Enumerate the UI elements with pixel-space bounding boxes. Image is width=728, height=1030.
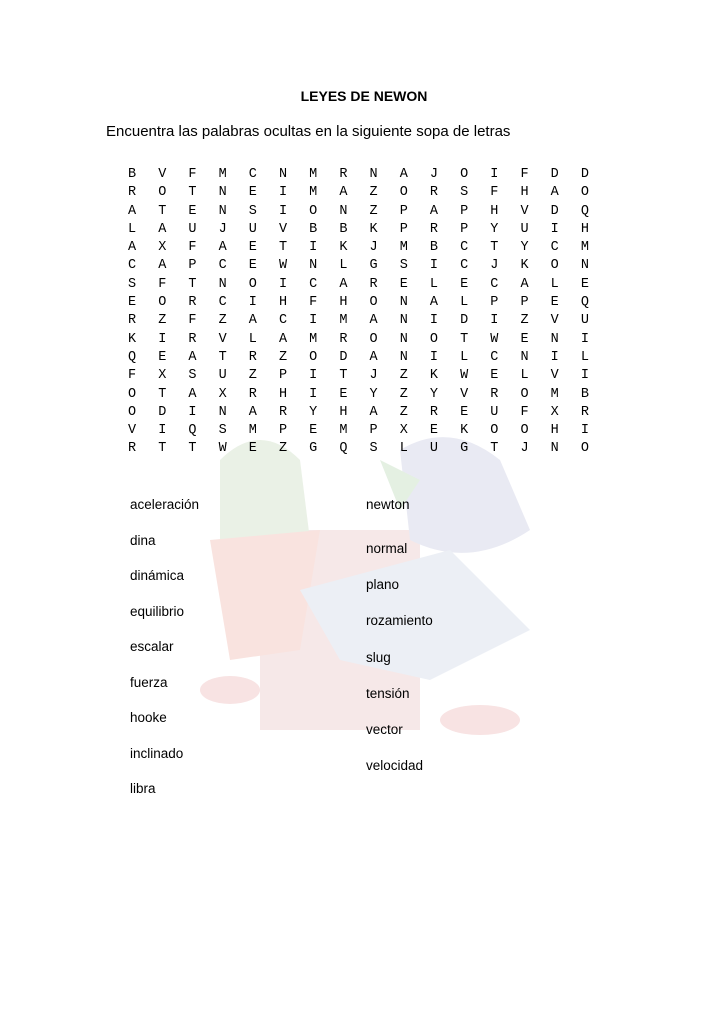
grid-letter: I [580, 368, 589, 384]
grid-letter: D [460, 313, 469, 329]
grid-letter: V [158, 167, 167, 182]
grid-letter: I [580, 423, 589, 439]
word-list-item: dinámica [130, 568, 185, 583]
grid-letter: L [429, 276, 438, 292]
grid-letter: R [429, 221, 438, 237]
word-list-item: escalar [130, 639, 174, 654]
grid-letter: C [278, 313, 288, 329]
grid-letter: C [128, 258, 137, 274]
grid-letter: E [550, 295, 559, 311]
grid-letter: J [490, 258, 499, 274]
grid-letter: Z [158, 313, 167, 329]
grid-letter: M [248, 423, 257, 439]
grid-letter: M [550, 386, 559, 402]
grid-row [128, 350, 611, 368]
grid-letter: Y [369, 386, 378, 402]
grid-letter: T [460, 331, 469, 347]
grid-letter: X [550, 404, 559, 420]
word-search-grid [128, 167, 611, 460]
grid-letter: R [429, 404, 438, 420]
grid-letter: Q [580, 295, 589, 311]
grid-letter: O [460, 167, 469, 182]
grid-letter: A [248, 404, 257, 420]
grid-letter: I [550, 349, 559, 365]
grid-letter: E [339, 386, 348, 402]
grid-letter: T [278, 240, 288, 256]
grid-letter: M [399, 240, 408, 256]
grid-letter: N [339, 203, 348, 219]
grid-letter: A [369, 349, 378, 365]
word-list-item: plano [366, 577, 400, 593]
grid-letter: A [128, 203, 137, 219]
grid-letter: T [490, 240, 499, 256]
grid-letter: A [429, 203, 438, 219]
grid-row [128, 405, 611, 423]
grid-letter: H [550, 423, 559, 439]
grid-letter: G [460, 441, 469, 457]
grid-letter: A [339, 185, 348, 201]
grid-letter: S [218, 423, 227, 439]
grid-letter: S [248, 203, 257, 219]
grid-letter: O [248, 276, 257, 292]
grid-letter: Y [429, 386, 438, 402]
grid-letter: V [128, 423, 137, 439]
grid-letter: L [339, 258, 348, 274]
word-list-item: tensión [366, 685, 410, 701]
grid-letter: R [128, 441, 137, 457]
grid-letter: U [520, 221, 529, 237]
grid-letter: A [188, 386, 197, 402]
word-list-item: dina [130, 532, 156, 548]
grid-letter: C [490, 349, 499, 365]
grid-letter: E [399, 276, 408, 292]
grid-letter: F [128, 368, 137, 384]
grid-letter: M [218, 167, 227, 182]
word-list-item: normal [366, 541, 408, 556]
grid-letter: A [158, 221, 167, 237]
grid-letter: L [128, 221, 137, 237]
grid-letter: R [339, 167, 348, 182]
grid-letter: K [520, 258, 529, 274]
grid-letter: R [128, 185, 137, 201]
grid-letter: P [399, 203, 408, 219]
grid-letter: A [369, 404, 378, 420]
grid-letter: O [550, 258, 559, 274]
grid-row [128, 441, 611, 459]
grid-letter: I [188, 404, 197, 420]
grid-letter: S [399, 258, 408, 274]
word-list-item: fuerza [130, 674, 168, 690]
grid-letter: B [580, 386, 589, 402]
grid-letter: Y [490, 221, 499, 237]
grid-letter: T [490, 441, 499, 457]
grid-letter: O [490, 423, 499, 439]
grid-letter: I [309, 368, 318, 384]
grid-letter: U [188, 221, 197, 237]
grid-row [128, 313, 611, 331]
grid-letter: H [339, 404, 348, 420]
grid-letter: E [580, 276, 589, 292]
grid-letter: R [248, 386, 257, 402]
grid-letter: L [520, 368, 529, 384]
grid-letter: X [158, 368, 167, 384]
grid-letter: T [158, 203, 167, 219]
grid-letter: A [429, 295, 438, 311]
grid-letter: O [309, 349, 318, 365]
grid-letter: E [158, 349, 167, 365]
grid-letter: E [309, 423, 318, 439]
grid-letter: E [248, 441, 257, 457]
grid-letter: L [460, 349, 469, 365]
grid-letter: A [218, 240, 227, 256]
grid-letter: I [550, 221, 559, 237]
grid-row [128, 185, 611, 203]
grid-letter: E [188, 203, 197, 219]
grid-letter: I [158, 331, 167, 347]
grid-letter: O [580, 441, 589, 457]
grid-letter: Y [309, 404, 318, 420]
grid-row [128, 277, 611, 295]
grid-letter: N [218, 276, 227, 292]
grid-letter: R [369, 276, 378, 292]
grid-letter: R [490, 386, 499, 402]
grid-letter: Q [580, 203, 589, 219]
grid-letter: A [399, 167, 408, 182]
grid-letter: C [460, 240, 469, 256]
grid-letter: H [339, 295, 348, 311]
grid-letter: V [218, 331, 227, 347]
grid-letter: C [218, 295, 227, 311]
grid-letter: E [128, 295, 137, 311]
grid-letter: O [128, 404, 137, 420]
word-list-item: rozamiento [366, 613, 433, 629]
grid-letter: T [339, 368, 348, 384]
grid-letter: A [369, 313, 378, 329]
grid-letter: N [399, 349, 408, 365]
grid-letter: A [520, 276, 529, 292]
grid-letter: J [520, 441, 529, 457]
word-list-item: equilibrio [130, 603, 185, 619]
grid-letter: P [490, 295, 499, 311]
grid-letter: E [248, 258, 257, 274]
grid-letter: M [339, 423, 348, 439]
grid-letter: T [188, 441, 197, 457]
grid-letter: R [429, 185, 438, 201]
grid-letter: B [339, 221, 348, 237]
grid-letter: U [580, 313, 589, 329]
grid-letter: A [339, 276, 348, 292]
grid-letter: R [128, 313, 137, 329]
grid-letter: Y [520, 240, 529, 256]
grid-letter: N [399, 295, 408, 311]
grid-letter: F [188, 313, 197, 329]
grid-letter: Z [248, 368, 257, 384]
grid-letter: L [580, 349, 589, 365]
grid-letter: O [369, 331, 378, 347]
grid-letter: X [399, 423, 408, 439]
grid-letter: E [248, 240, 257, 256]
word-list-item: aceleración [130, 497, 200, 512]
grid-letter: L [550, 276, 559, 292]
grid-letter: P [399, 221, 408, 237]
grid-letter: F [158, 276, 167, 292]
grid-letter: W [218, 441, 227, 457]
grid-letter: O [369, 295, 378, 311]
grid-letter: K [369, 221, 378, 237]
grid-letter: V [550, 313, 559, 329]
grid-letter: I [429, 313, 438, 329]
grid-letter: J [369, 368, 378, 384]
grid-letter: N [399, 313, 408, 329]
grid-letter: X [218, 386, 227, 402]
grid-letter: M [580, 240, 589, 256]
grid-letter: E [520, 331, 529, 347]
grid-letter: S [128, 276, 137, 292]
grid-letter: M [309, 185, 318, 201]
grid-letter: I [278, 185, 288, 201]
grid-letter: D [580, 167, 589, 182]
grid-letter: L [248, 331, 257, 347]
grid-letter: O [429, 331, 438, 347]
grid-letter: A [188, 349, 197, 365]
grid-letter: F [520, 404, 529, 420]
grid-letter: V [460, 386, 469, 402]
grid-letter: P [460, 203, 469, 219]
grid-letter: U [490, 404, 499, 420]
grid-row [128, 295, 611, 313]
grid-letter: C [550, 240, 559, 256]
grid-letter: D [339, 349, 348, 365]
grid-letter: L [399, 441, 408, 457]
grid-letter: H [278, 295, 288, 311]
grid-letter: F [490, 185, 499, 201]
grid-letter: P [520, 295, 529, 311]
word-list-item: slug [366, 649, 391, 665]
grid-letter: Z [369, 203, 378, 219]
grid-row [128, 167, 611, 185]
grid-letter: W [490, 331, 499, 347]
grid-letter: H [490, 203, 499, 219]
word-list-item: inclinado [130, 745, 184, 761]
grid-letter: O [158, 185, 167, 201]
grid-letter: N [369, 167, 378, 182]
grid-letter: F [309, 295, 318, 311]
grid-letter: I [309, 313, 318, 329]
grid-letter: E [248, 185, 257, 201]
grid-letter: A [550, 185, 559, 201]
grid-letter: O [158, 295, 167, 311]
grid-letter: Z [399, 404, 408, 420]
grid-letter: C [218, 258, 227, 274]
grid-letter: N [550, 441, 559, 457]
grid-letter: M [309, 331, 318, 347]
grid-letter: I [490, 167, 499, 182]
grid-letter: V [550, 368, 559, 384]
grid-letter: A [278, 331, 288, 347]
grid-letter: M [309, 167, 318, 182]
grid-letter: I [278, 276, 288, 292]
grid-letter: A [248, 313, 257, 329]
grid-letter: O [309, 203, 318, 219]
grid-letter: O [520, 423, 529, 439]
grid-letter: A [158, 258, 167, 274]
grid-letter: B [429, 240, 438, 256]
grid-letter: I [429, 349, 438, 365]
grid-letter: Z [369, 185, 378, 201]
grid-letter: Z [399, 368, 408, 384]
grid-letter: E [460, 404, 469, 420]
grid-letter: D [550, 203, 559, 219]
grid-letter: N [218, 404, 227, 420]
grid-letter: D [158, 404, 167, 420]
grid-letter: I [248, 295, 257, 311]
grid-letter: P [278, 423, 288, 439]
grid-letter: P [460, 221, 469, 237]
grid-letter: Q [188, 423, 197, 439]
grid-letter: N [550, 331, 559, 347]
grid-letter: Z [278, 349, 288, 365]
grid-letter: F [188, 167, 197, 182]
grid-letter: V [520, 203, 529, 219]
grid-letter: S [188, 368, 197, 384]
grid-letter: Z [520, 313, 529, 329]
grid-letter: N [278, 167, 288, 182]
grid-letter: T [158, 386, 167, 402]
instructions-text: Encuentra las palabras ocultas en la siguiente sopa de letras [106, 123, 511, 140]
grid-letter: S [369, 441, 378, 457]
grid-letter: Q [339, 441, 348, 457]
grid-letter: N [218, 185, 227, 201]
grid-letter: K [429, 368, 438, 384]
grid-letter: X [158, 240, 167, 256]
grid-letter: A [128, 240, 137, 256]
grid-letter: G [309, 441, 318, 457]
grid-letter: U [218, 368, 227, 384]
grid-letter: T [158, 441, 167, 457]
grid-letter: E [429, 423, 438, 439]
grid-row [128, 423, 611, 441]
grid-letter: I [580, 331, 589, 347]
word-list-item: newton [366, 497, 410, 512]
grid-letter: T [188, 185, 197, 201]
grid-letter: N [399, 331, 408, 347]
grid-letter: Z [278, 441, 288, 457]
grid-letter: P [369, 423, 378, 439]
grid-row [128, 387, 611, 405]
grid-letter: O [128, 386, 137, 402]
grid-letter: I [309, 386, 318, 402]
grid-letter: C [490, 276, 499, 292]
grid-letter: T [188, 276, 197, 292]
grid-letter: J [218, 221, 227, 237]
grid-letter: K [128, 331, 137, 347]
grid-letter: R [188, 295, 197, 311]
word-list-item: libra [130, 781, 156, 796]
grid-letter: J [429, 167, 438, 182]
grid-letter: W [278, 258, 288, 274]
grid-letter: Z [399, 386, 408, 402]
grid-letter: D [550, 167, 559, 182]
grid-letter: F [188, 240, 197, 256]
grid-letter: P [188, 258, 197, 274]
grid-letter: N [520, 349, 529, 365]
grid-letter: R [580, 404, 589, 420]
grid-row [128, 222, 611, 240]
grid-letter: P [278, 368, 288, 384]
grid-letter: I [429, 258, 438, 274]
grid-letter: K [460, 423, 469, 439]
grid-letter: H [520, 185, 529, 201]
grid-letter: L [460, 295, 469, 311]
grid-letter: C [460, 258, 469, 274]
grid-letter: S [460, 185, 469, 201]
grid-letter: U [429, 441, 438, 457]
grid-letter: F [520, 167, 529, 182]
grid-letter: K [339, 240, 348, 256]
grid-letter: I [158, 423, 167, 439]
grid-letter: H [580, 221, 589, 237]
grid-letter: R [278, 404, 288, 420]
grid-letter: I [278, 203, 288, 219]
grid-letter: Z [218, 313, 227, 329]
grid-letter: C [309, 276, 318, 292]
grid-row [128, 332, 611, 350]
word-list-item: vector [366, 722, 403, 737]
grid-letter: T [218, 349, 227, 365]
grid-letter: E [490, 368, 499, 384]
grid-row [128, 368, 611, 386]
grid-letter: N [580, 258, 589, 274]
grid-letter: V [278, 221, 288, 237]
grid-letter: N [218, 203, 227, 219]
grid-row [128, 204, 611, 222]
grid-letter: B [309, 221, 318, 237]
grid-letter: O [520, 386, 529, 402]
grid-letter: N [309, 258, 318, 274]
grid-row [128, 258, 611, 276]
grid-letter: O [580, 185, 589, 201]
grid-letter: I [309, 240, 318, 256]
grid-letter: E [460, 276, 469, 292]
grid-letter: U [248, 221, 257, 237]
grid-letter: H [278, 386, 288, 402]
grid-letter: B [128, 167, 137, 182]
grid-letter: R [339, 331, 348, 347]
grid-letter: O [399, 185, 408, 201]
grid-letter: G [369, 258, 378, 274]
grid-letter: W [460, 368, 469, 384]
grid-letter: Q [128, 349, 137, 365]
grid-letter: R [248, 349, 257, 365]
grid-letter: M [339, 313, 348, 329]
word-list-item: velocidad [366, 758, 424, 774]
grid-row [128, 240, 611, 258]
grid-letter: R [188, 331, 197, 347]
word-list-item: hooke [130, 710, 167, 725]
page-title: LEYES DE NEWON [300, 88, 428, 104]
grid-letter: I [490, 313, 499, 329]
grid-letter: J [369, 240, 378, 256]
grid-letter: C [248, 167, 257, 182]
